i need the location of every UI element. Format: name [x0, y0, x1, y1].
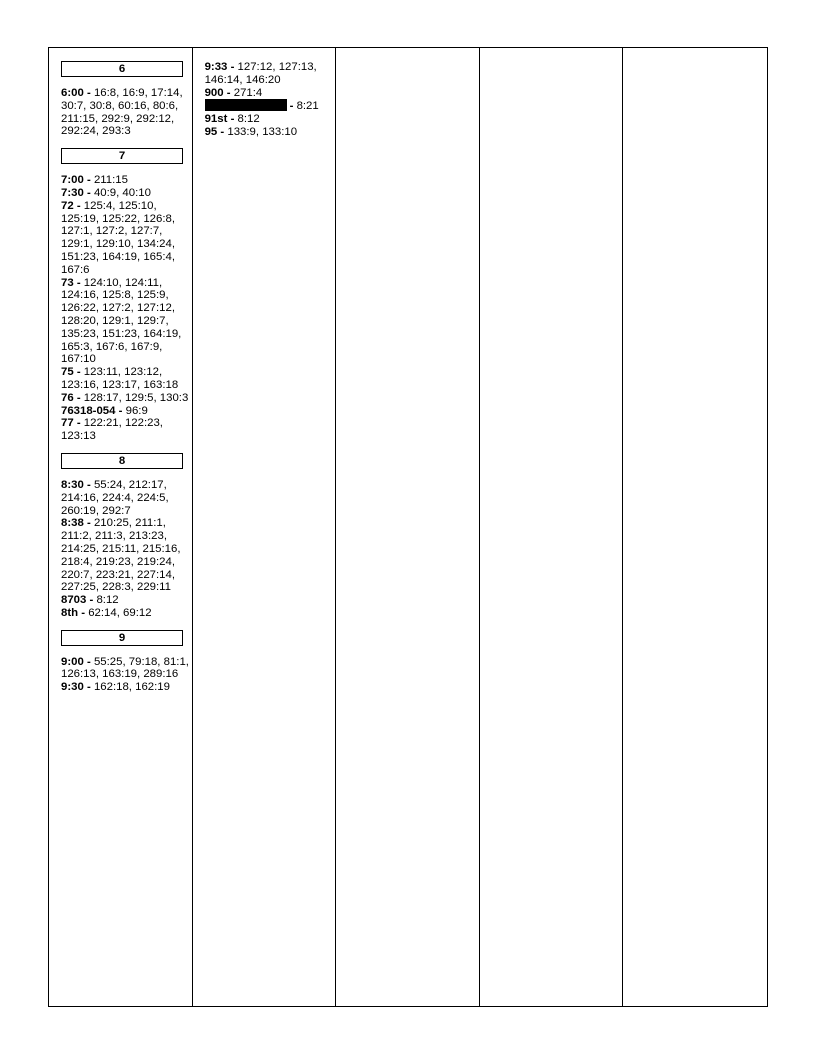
index-entry — [61, 405, 189, 418]
index-term: 91st — [204, 113, 228, 126]
term-separator: - — [78, 606, 89, 619]
page-line-refs: 271:4 — [233, 86, 263, 99]
index-term: 9:30 — [61, 681, 84, 694]
index-term: 75 — [61, 366, 74, 379]
index-term: 7:30 — [61, 186, 84, 199]
index-entry — [61, 277, 189, 367]
index-entry — [61, 594, 189, 607]
index-entry — [61, 607, 189, 620]
index-entry — [205, 113, 333, 126]
index-term: 8:30 — [61, 478, 84, 491]
section-heading: 9 — [61, 630, 183, 646]
term-separator: - — [227, 61, 238, 73]
index-term: 72 — [61, 199, 74, 212]
page-line-refs: 16:8, 16:9, 17:14, 30:7, 30:8, 60:16, 80:6, 211:15, 292:9, 292:12, 292:24, 293:3 — [61, 87, 183, 138]
index-column — [193, 48, 337, 1006]
term-separator: - — [83, 478, 94, 491]
index-entry — [205, 61, 333, 87]
term-separator: - — [115, 404, 126, 417]
page-line-refs: 162:18, 162:19 — [93, 681, 170, 694]
term-separator: - — [289, 100, 297, 113]
page-line-refs: 133:9, 133:10 — [227, 125, 298, 138]
index-entry — [205, 99, 333, 113]
index-term: 76318-054 — [61, 404, 116, 417]
page-line-refs: 55:24, 212:17, 214:16, 224:4, 224:5, 260:19, 292:7 — [61, 478, 169, 517]
page-line-refs: 8:12 — [237, 113, 260, 126]
section-heading: 6 — [61, 61, 183, 77]
index-term: 77 — [61, 417, 74, 430]
page-line-refs: 62:14, 69:12 — [88, 606, 152, 619]
index-column — [480, 48, 624, 1006]
index-section — [61, 61, 192, 138]
index-term: 8:38 — [61, 517, 84, 530]
index-term: 73 — [61, 276, 74, 289]
index-entry — [61, 174, 189, 187]
section-heading: 8 — [61, 453, 183, 469]
index-section — [205, 61, 336, 139]
index-column — [623, 48, 767, 1006]
page-line-refs: 128:17, 129:5, 130:3 — [83, 391, 189, 404]
term-separator: - — [86, 594, 97, 607]
index-term: 76 — [61, 391, 74, 404]
page-line-refs: 96:9 — [125, 404, 148, 417]
section-heading: 7 — [61, 148, 183, 164]
index-page-frame — [48, 47, 768, 1007]
page-line-refs: 211:15 — [93, 174, 128, 187]
index-term: 9:00 — [61, 655, 84, 668]
index-term: 9:33 — [204, 61, 228, 73]
term-separator: - — [83, 655, 94, 668]
term-separator: - — [83, 517, 94, 530]
index-section — [61, 453, 192, 620]
index-entry — [205, 126, 333, 139]
index-term: 8th — [61, 606, 79, 619]
index-column — [336, 48, 480, 1006]
term-separator: - — [227, 113, 238, 126]
index-entry — [61, 87, 189, 138]
index-entry — [61, 479, 189, 517]
page-line-refs: 122:21, 122:23, 123:13 — [61, 417, 163, 443]
page-line-refs: 127:12, 127:13, 146:14, 146:20 — [204, 61, 317, 86]
index-section — [61, 148, 192, 443]
index-entry — [61, 656, 189, 682]
term-separator: - — [83, 174, 94, 187]
index-entry — [61, 417, 189, 443]
page-line-refs: 125:4, 125:10, 125:19, 125:22, 126:8, 127:1, 127:2, 127:7, 129:1, 129:10, 134:24, 151:23, 164:19, 165:4, 167:6 — [61, 199, 176, 276]
index-term: 6:00 — [61, 87, 84, 99]
index-entry — [61, 681, 189, 694]
index-term: 900 — [204, 86, 224, 99]
index-entry — [61, 392, 189, 405]
term-separator: - — [73, 417, 84, 430]
term-separator: - — [83, 186, 94, 199]
term-separator: - — [73, 199, 84, 212]
redaction-bar — [205, 99, 287, 111]
index-entry — [61, 366, 189, 392]
page-line-refs: 8:21 — [296, 100, 319, 113]
index-term: 8703 — [61, 594, 87, 607]
term-separator: - — [73, 276, 84, 289]
index-term: 7:00 — [61, 174, 84, 187]
index-column — [49, 48, 193, 1006]
page-line-refs: 40:9, 40:10 — [93, 186, 151, 199]
term-separator: - — [73, 366, 84, 379]
index-entry — [61, 187, 189, 200]
index-section — [61, 630, 192, 694]
index-entry — [205, 87, 333, 100]
index-entry — [61, 200, 189, 277]
term-separator: - — [73, 391, 84, 404]
page-line-refs: 123:11, 123:12, 123:16, 123:17, 163:18 — [61, 366, 179, 391]
page-line-refs: 55:25, 79:18, 81:1, 126:13, 163:19, 289:16 — [61, 655, 189, 681]
page-line-refs: 8:12 — [96, 594, 119, 607]
term-separator: - — [223, 86, 234, 99]
page-line-refs: 124:10, 124:11, 124:16, 125:8, 125:9, 126:22, 127:2, 127:12, 128:20, 129:1, 129:7, 135:23, 151:23, 164:19, 165:3, 167:6, 167:9, 167:10 — [61, 276, 182, 366]
index-entry — [61, 517, 189, 594]
term-separator: - — [83, 681, 94, 694]
term-separator: - — [217, 125, 228, 138]
page-line-refs: 210:25, 211:1, 211:2, 211:3, 213:23, 214:25, 215:11, 215:16, 218:4, 219:23, 219:24, 220:7, 223:21, 227:14, 227:25, 228:3, 229:11 — [61, 517, 181, 594]
term-separator: - — [83, 87, 94, 99]
index-term: 95 — [204, 125, 218, 138]
